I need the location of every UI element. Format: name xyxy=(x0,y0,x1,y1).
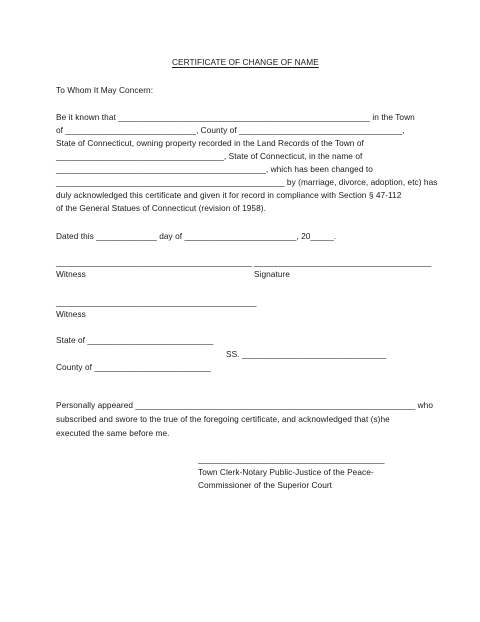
para1-line-2: of ____________________________, County of ___________________________________, xyxy=(56,125,405,135)
document-title: CERTIFICATE OF CHANGE OF NAME xyxy=(172,57,319,67)
para1-line-5: _____________________________________________, which has been changed to xyxy=(56,164,373,174)
para2-line-3: executed the same before me. xyxy=(56,428,170,438)
para2-line-2: subscribed and swore to the true of the foregoing certificate, and acknowledged that (s)he xyxy=(56,414,390,424)
para1-line-8: of the General Statues of Connecticut (revision of 1958). xyxy=(56,203,266,213)
para1-line-6: _________________________________________________ by (marriage, divorce, adoption, etc) has xyxy=(56,177,438,187)
para1-line-3: State of Connecticut, owning property recorded in the Land Records of the Town of xyxy=(56,138,364,148)
witness-label-2: Witness xyxy=(56,309,86,319)
para1-line-4: ____________________________________, State of Connecticut, in the name of xyxy=(56,151,363,161)
county-of-line: County of _________________________ xyxy=(56,362,211,372)
clerk-signature-line: ________________________________________ xyxy=(198,454,385,464)
ss-line: SS. _______________________________ xyxy=(226,349,387,359)
witness-label-1: Witness xyxy=(56,269,86,279)
para2-line-1: Personally appeared ____________________________________________________________ who xyxy=(56,400,433,410)
state-of-line: State of ___________________________ xyxy=(56,335,214,345)
witness-signature-line-1: __________________________________________ xyxy=(56,257,252,267)
salutation: To Whom It May Concern: xyxy=(56,85,154,95)
witness-signature-line-2: ___________________________________________ xyxy=(56,297,257,307)
clerk-title-line-1: Town Clerk-Notary Public-Justice of the Peace- xyxy=(198,467,374,477)
signature-label: Signature xyxy=(254,269,290,279)
signature-line: ______________________________________ xyxy=(254,257,432,267)
para1-line-7: duly acknowledged this certificate and given it for record in compliance with Section § 47-112 xyxy=(56,190,402,200)
dated-line: Dated this _____________ day of ________________________, 20_____. xyxy=(56,231,337,241)
clerk-title-line-2: Commissioner of the Superior Court xyxy=(198,480,333,490)
para1-line-1: Be it known that ______________________________________________________ in the Town xyxy=(56,112,415,122)
